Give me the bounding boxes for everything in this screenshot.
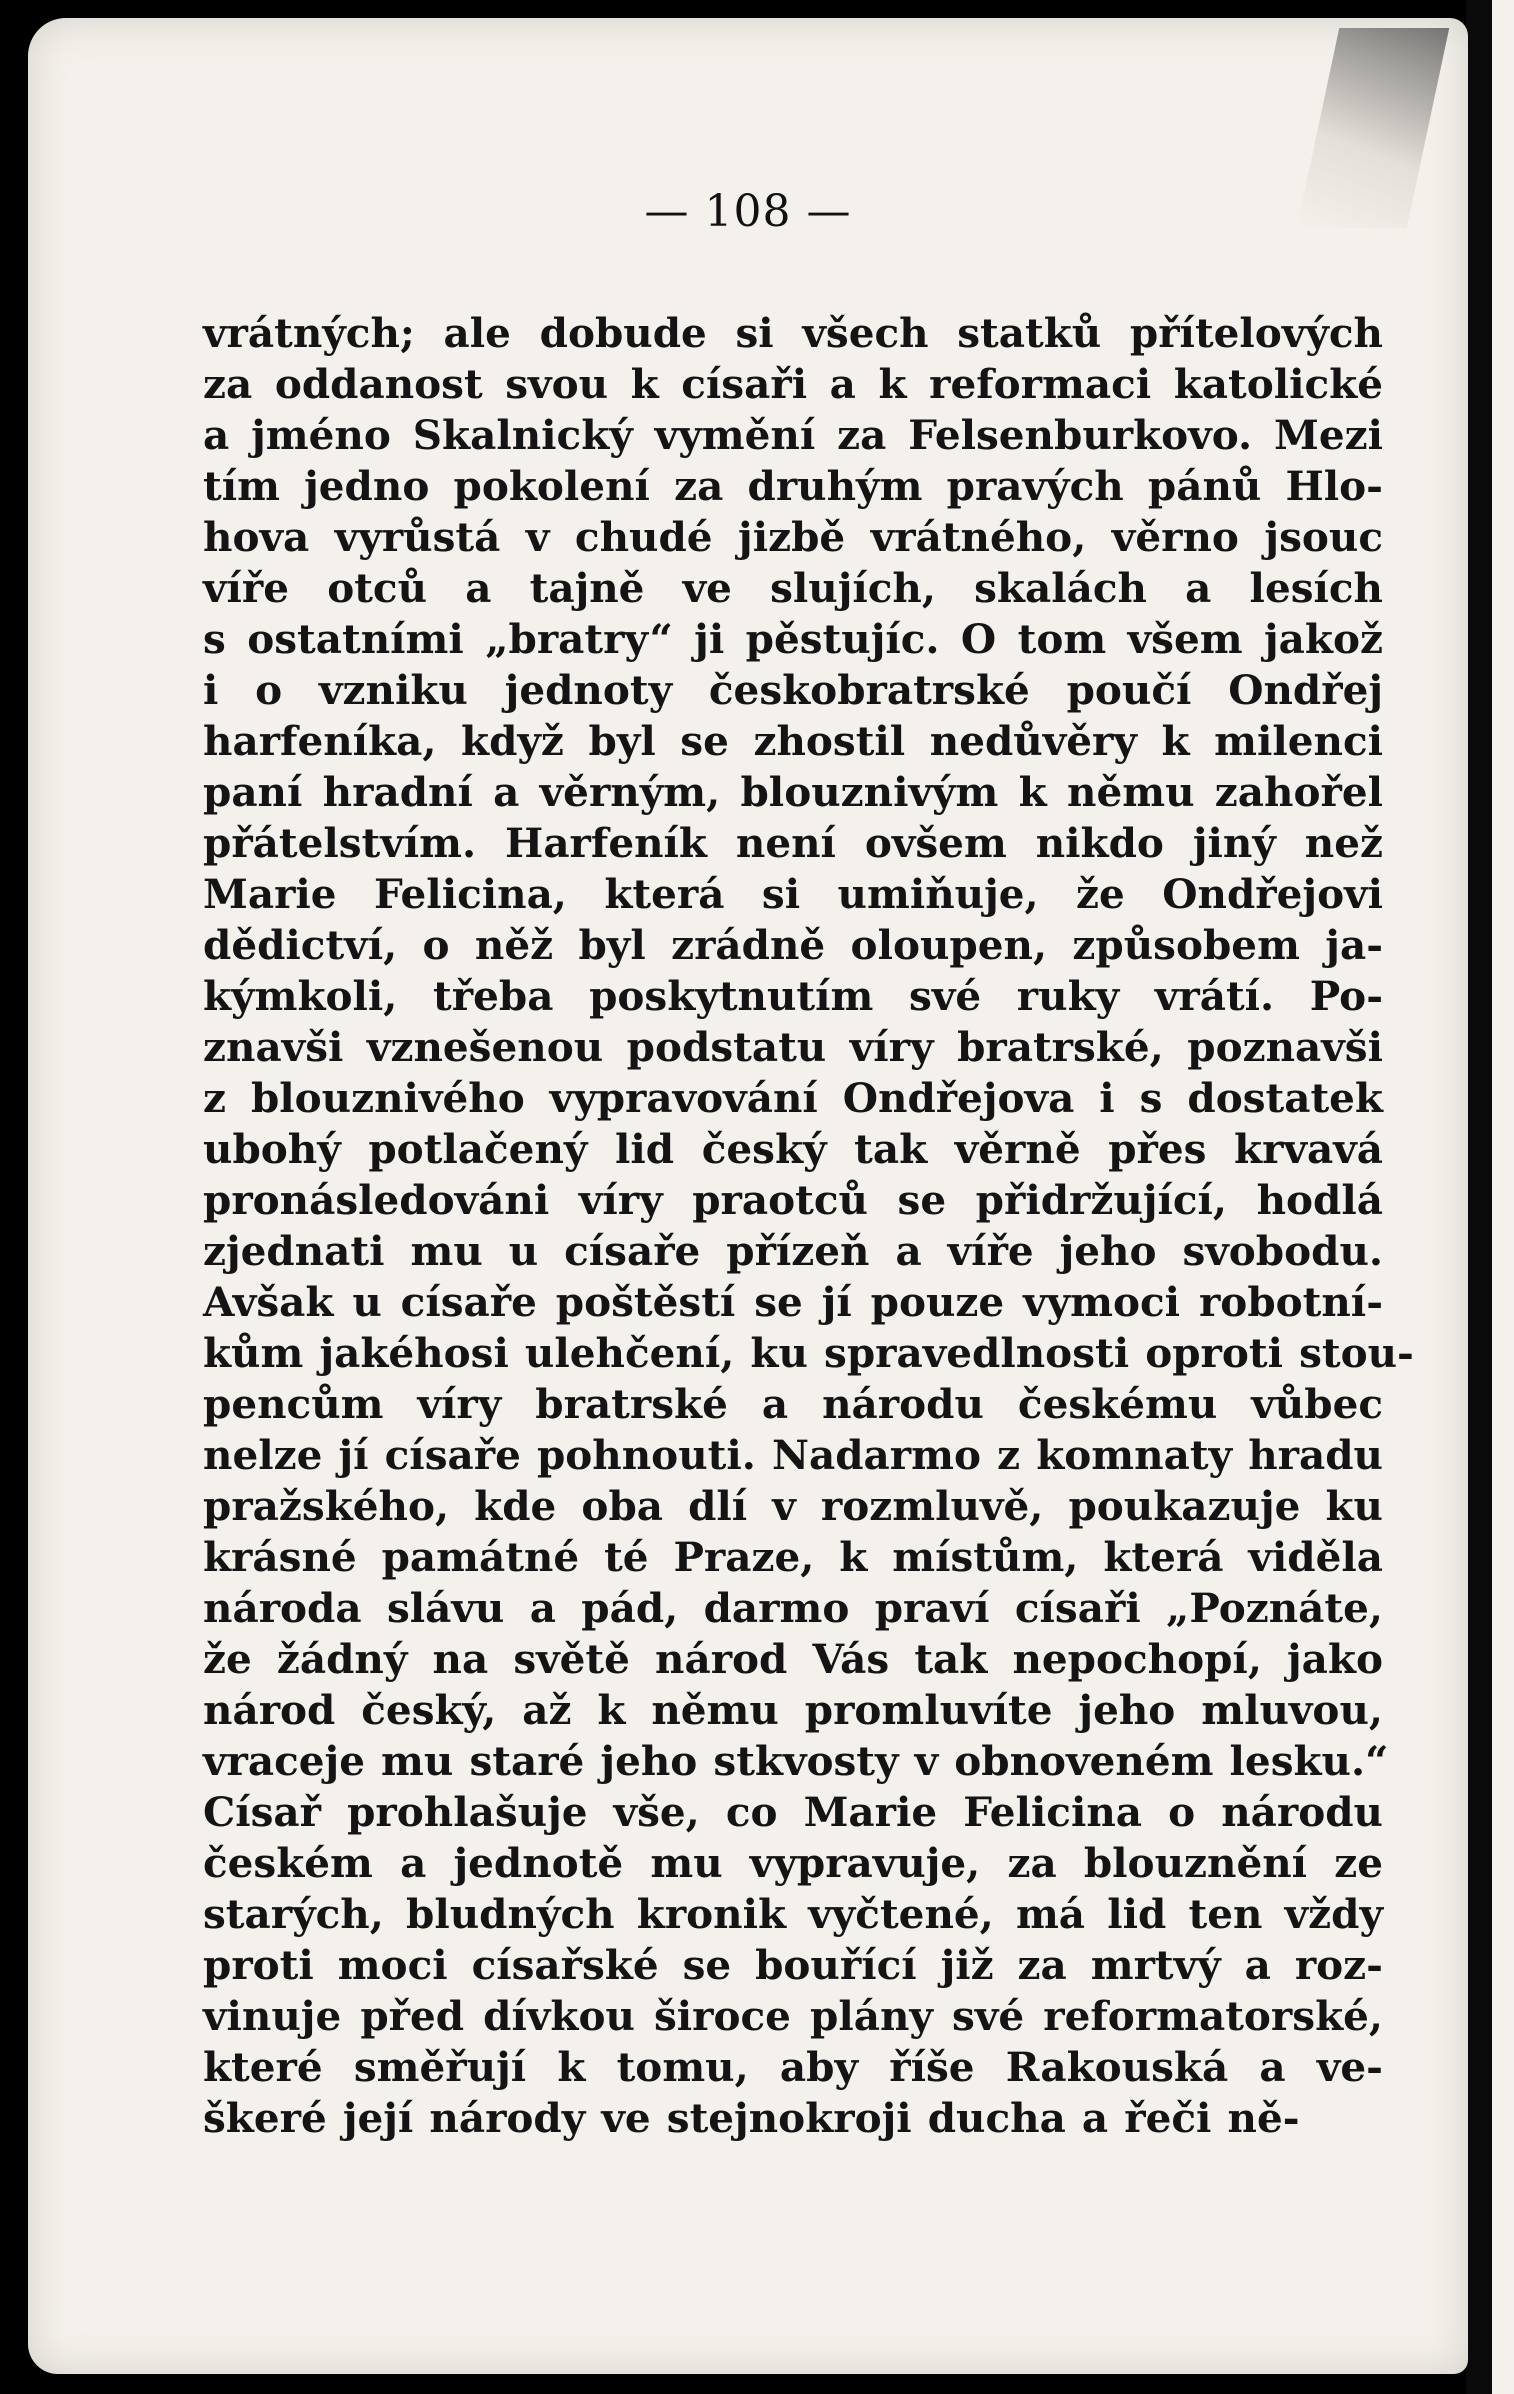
page-edge-shadow bbox=[1466, 0, 1492, 2394]
text-line: Císař prohlašuje vše, co Marie Felicina o národu bbox=[203, 1788, 1383, 1836]
text-line: hova vyrůstá v chudé jizbě vrátného, věrno jsouc bbox=[203, 513, 1383, 561]
text-line: proti moci císařské se bouřící již za mrtvý a roz- bbox=[203, 1941, 1383, 1989]
text-line: víře otců a tajně ve slujích, skalách a lesích bbox=[203, 564, 1383, 612]
text-line: harfeníka, když byl se zhostil nedůvěry k milenci bbox=[203, 717, 1383, 765]
text-line: pražského, kde oba dlí v rozmluvě, poukazuje ku bbox=[203, 1482, 1383, 1530]
text-line: starých, bludných kronik vyčtené, má lid ten vždy bbox=[203, 1890, 1383, 1938]
text-line: Avšak u císaře poštěstí se jí pouze vymoci robotní- bbox=[203, 1278, 1383, 1326]
text-line: a jméno Skalnický vymění za Felsenburkovo. Mezi bbox=[203, 411, 1383, 459]
text-line: zjednati mu u císaře přízeň a víře jeho svobodu. bbox=[203, 1227, 1383, 1275]
adjacent-page-strip bbox=[1492, 0, 1514, 2394]
text-line: za oddanost svou k císaři a k reformaci katolické bbox=[203, 360, 1383, 408]
text-line: českém a jednotě mu vypravuje, za blouznění ze bbox=[203, 1839, 1383, 1887]
text-line: vinuje před dívkou široce plány své reformatorské, bbox=[203, 1992, 1383, 2040]
text-line: paní hradní a věrným, blouznivým k němu zahořel bbox=[203, 768, 1383, 816]
text-line: krásné památné té Praze, k místům, která viděla bbox=[203, 1533, 1383, 1581]
text-line: s ostatními „bratry“ ji pěstujíc. O tom všem jakož bbox=[203, 615, 1383, 663]
text-line: národa slávu a pád, darmo praví císaři „Poznáte, bbox=[203, 1584, 1383, 1632]
text-line: Marie Felicina, která si umiňuje, že Ondřejovi bbox=[203, 870, 1383, 918]
text-line: tím jedno pokolení za druhým pravých pánů Hlo- bbox=[203, 462, 1383, 510]
body-text bbox=[203, 308, 1414, 2144]
text-line: pronásledováni víry praotců se přidržující, hodlá bbox=[203, 1176, 1383, 1224]
text-line: dědictví, o něž byl zrádně oloupen, způsobem ja- bbox=[203, 921, 1383, 969]
text-line: vraceje mu staré jeho stkvosty v obnoveném lesku.“ bbox=[203, 1737, 1389, 1785]
text-line: z blouznivého vypravování Ondřejova i s dostatek bbox=[203, 1074, 1383, 1122]
text-line: znavši vznešenou podstatu víry bratrské, poznavši bbox=[203, 1023, 1383, 1071]
book-page bbox=[28, 18, 1468, 2374]
text-line: že žádný na světě národ Vás tak nepochopí, jako bbox=[203, 1635, 1383, 1683]
text-line: národ český, až k němu promluvíte jeho mluvou, bbox=[203, 1686, 1383, 1734]
text-line: kýmkoli, třeba poskytnutím své ruky vrátí. Po- bbox=[203, 972, 1383, 1020]
text-line: které směřují k tomu, aby říše Rakouská a ve- bbox=[203, 2043, 1383, 2091]
text-line: škeré její národy ve stejnokroji ducha a řeči ně- bbox=[203, 2094, 1300, 2142]
text-line: kům jakéhosi ulehčení, ku spravedlnosti oproti stou- bbox=[203, 1329, 1414, 1377]
text-line: pencům víry bratrské a národu českému vůbec bbox=[203, 1380, 1383, 1428]
text-line: ubohý potlačený lid český tak věrně přes krvavá bbox=[203, 1125, 1383, 1173]
text-line: vrátných; ale dobude si všech statků přítelových bbox=[203, 309, 1383, 357]
text-line: přátelstvím. Harfeník není ovšem nikdo jiný než bbox=[203, 819, 1383, 867]
text-line: nelze jí císaře pohnouti. Nadarmo z komnaty hradu bbox=[203, 1431, 1383, 1479]
text-line: i o vzniku jednoty českobratrské poučí Ondřej bbox=[203, 666, 1383, 714]
page-number: — 108 — bbox=[644, 186, 852, 237]
